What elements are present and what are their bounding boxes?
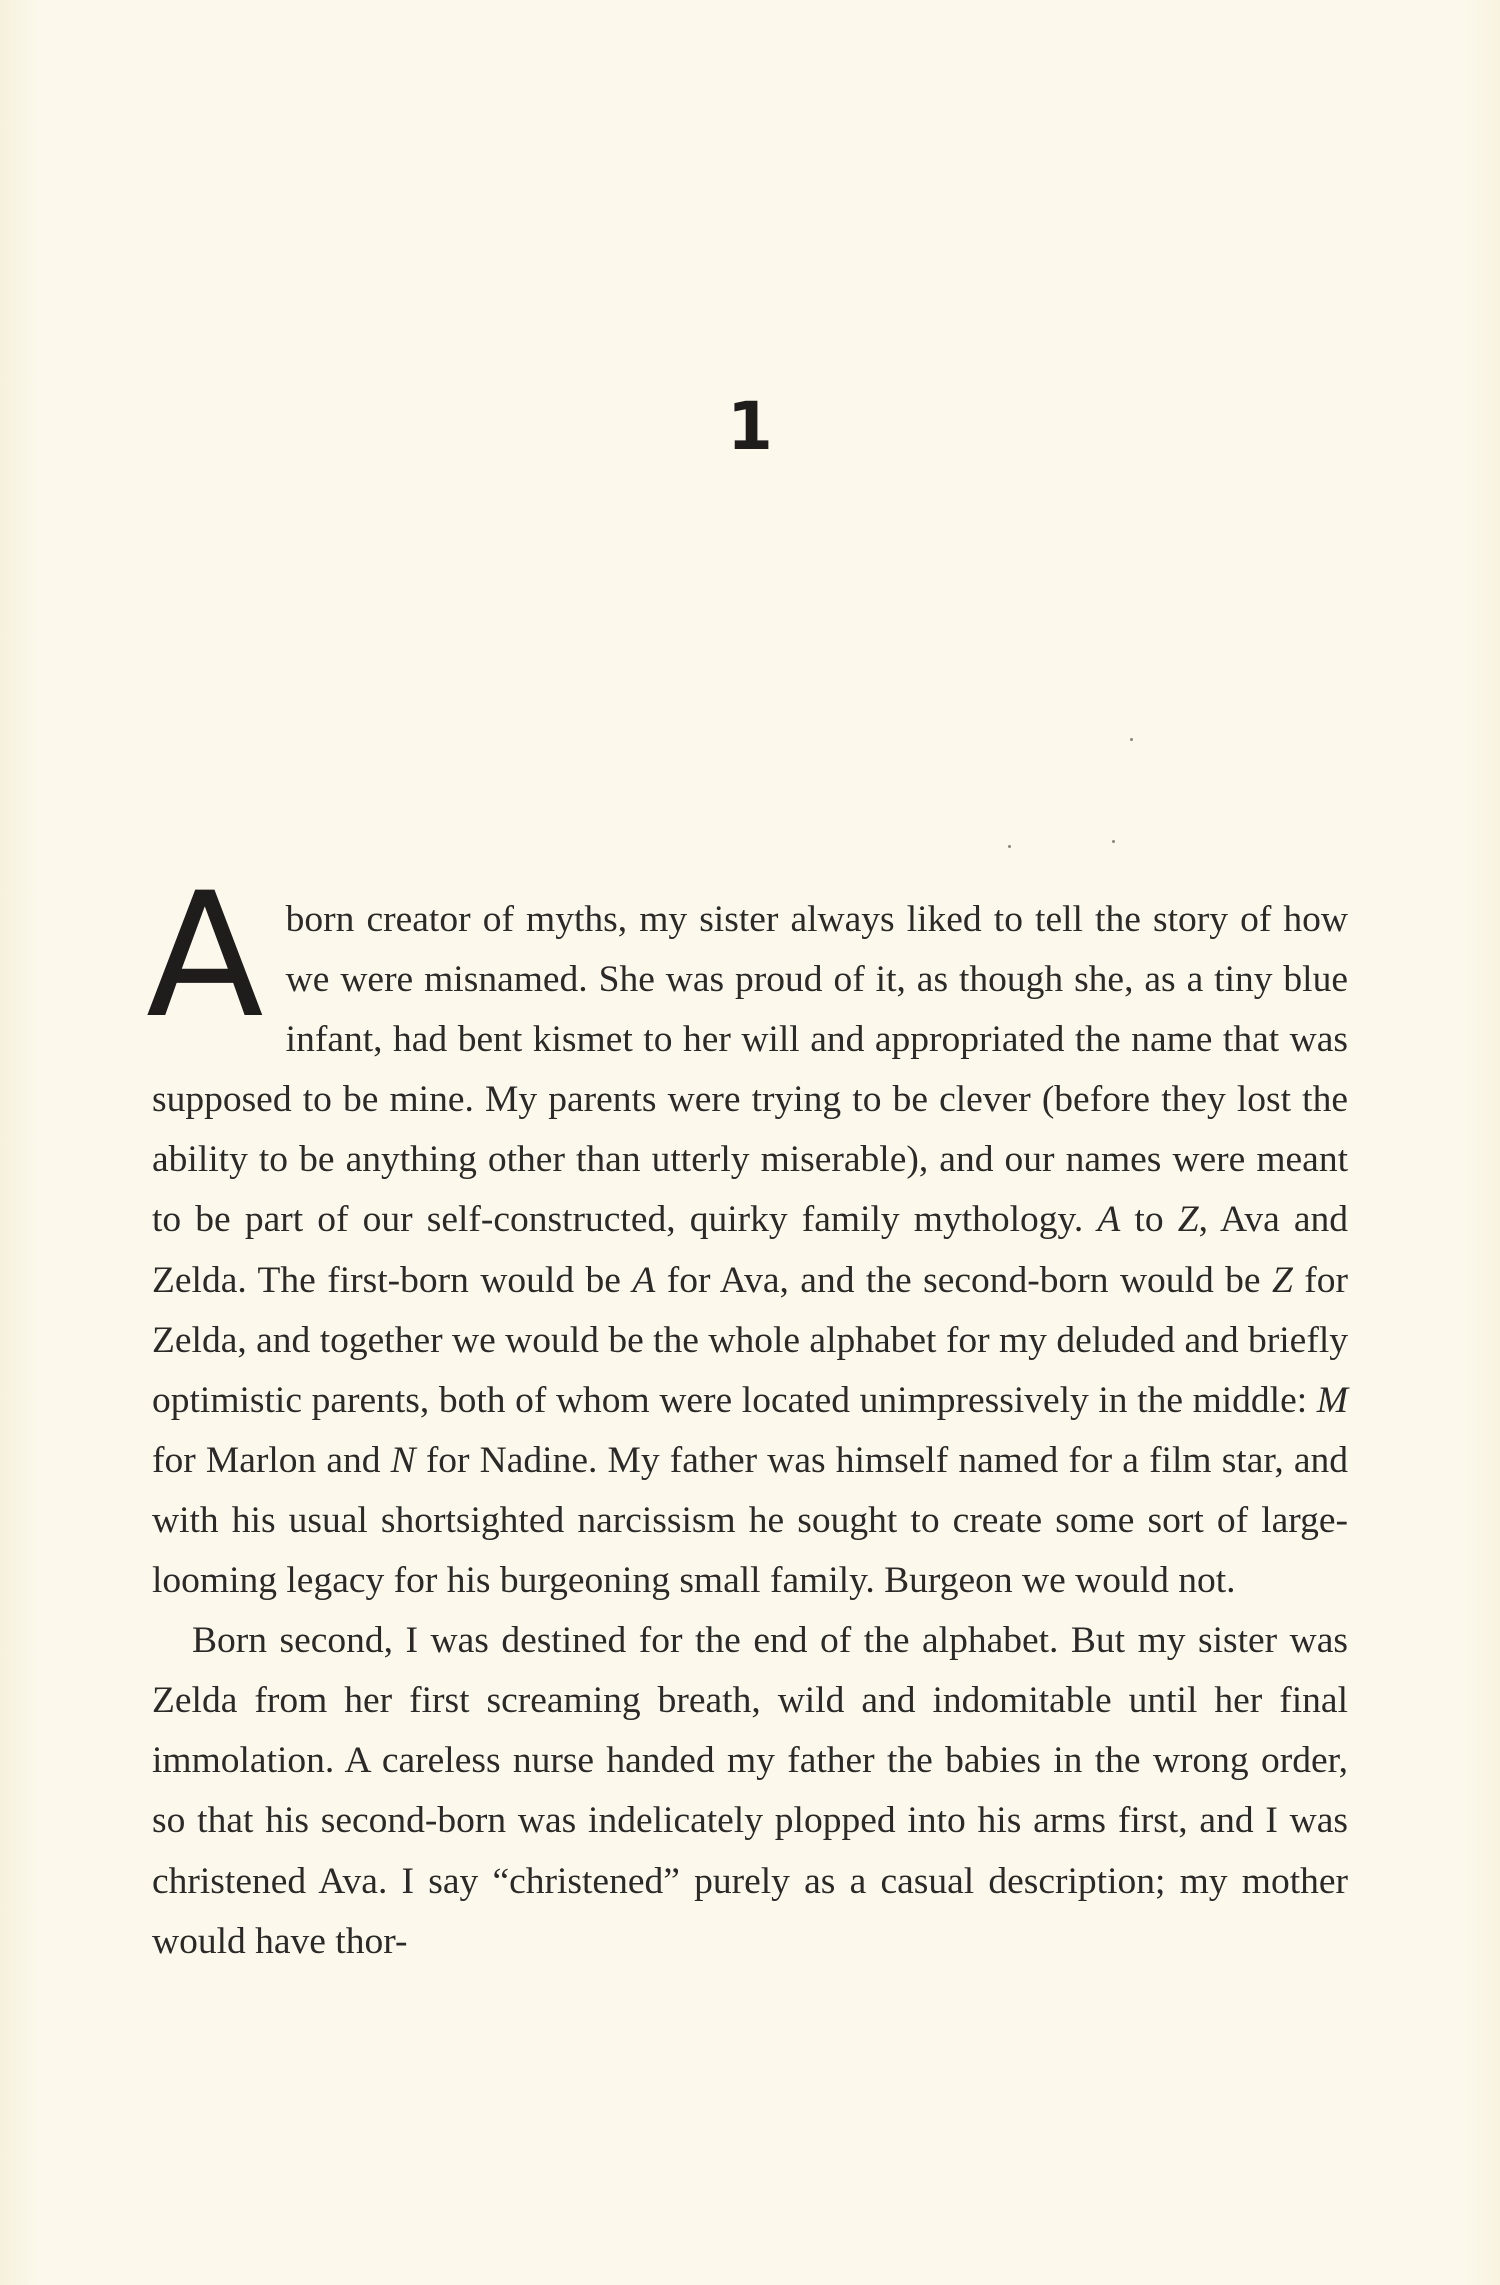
paragraph-2: Born second, I was destined for the end of the alphabet. But my sister was Zelda from her first screaming breath, wild and indomitable until her final immolation. A careless nurse handed my father the babies in the wrong order, so that his second-born was indelicately plopped into his arms first, and I was christened Ava. I say “christened” purely as a casual description; my mother would have thor- bbox=[152, 1620, 1348, 1962]
paragraph-1-part-e: for Marlon and bbox=[152, 1439, 391, 1481]
letter-a: A bbox=[1097, 1199, 1121, 1241]
drop-cap: A bbox=[146, 855, 264, 1056]
ink-speck bbox=[1008, 845, 1011, 848]
text-to: to bbox=[1120, 1199, 1178, 1241]
ink-speck bbox=[1130, 738, 1133, 741]
paragraph-1 bbox=[146, 855, 1348, 1611]
letter-n: N bbox=[390, 1439, 416, 1481]
paragraph-1-text: born creator of myths, my sister always liked to tell the story of how we were misnamed. She was proud of it, as though she, as a tiny blue infant, had bent kismet to her will and appropriated the name that was supposed to be mine. My parents were trying to be clever (before they lost the ability to be anything other than utterly miserable), and our names were meant to be part of our self-constructed, quirky family mythology. bbox=[152, 899, 1348, 1241]
body-text bbox=[146, 855, 1348, 1972]
paragraph-1-part-f: for Nadine. My father was himself named for a film star, and with his usual shortsighted narcissism he sought to create some sort of large-looming legacy for his burgeoning small family. Burgeon we would not. bbox=[152, 1439, 1348, 1602]
letter-z: Z bbox=[1177, 1199, 1199, 1241]
paragraph-1-part-c: for Ava, and the second-born would be bbox=[655, 1259, 1272, 1301]
letter-m: M bbox=[1316, 1379, 1348, 1421]
ink-speck bbox=[1112, 840, 1115, 843]
paragraph-1-part-d: for Zelda, and together we would be the whole alphabet for my deluded and briefly optimistic parents, both of whom were located unimpressively in the middle: bbox=[152, 1259, 1348, 1421]
letter-a-2: A bbox=[632, 1259, 656, 1301]
paragraph-1-part-b: , Ava and Zelda. The first-born would be bbox=[152, 1199, 1348, 1301]
letter-z-2: Z bbox=[1271, 1259, 1293, 1301]
chapter-number: 1 bbox=[727, 388, 773, 465]
